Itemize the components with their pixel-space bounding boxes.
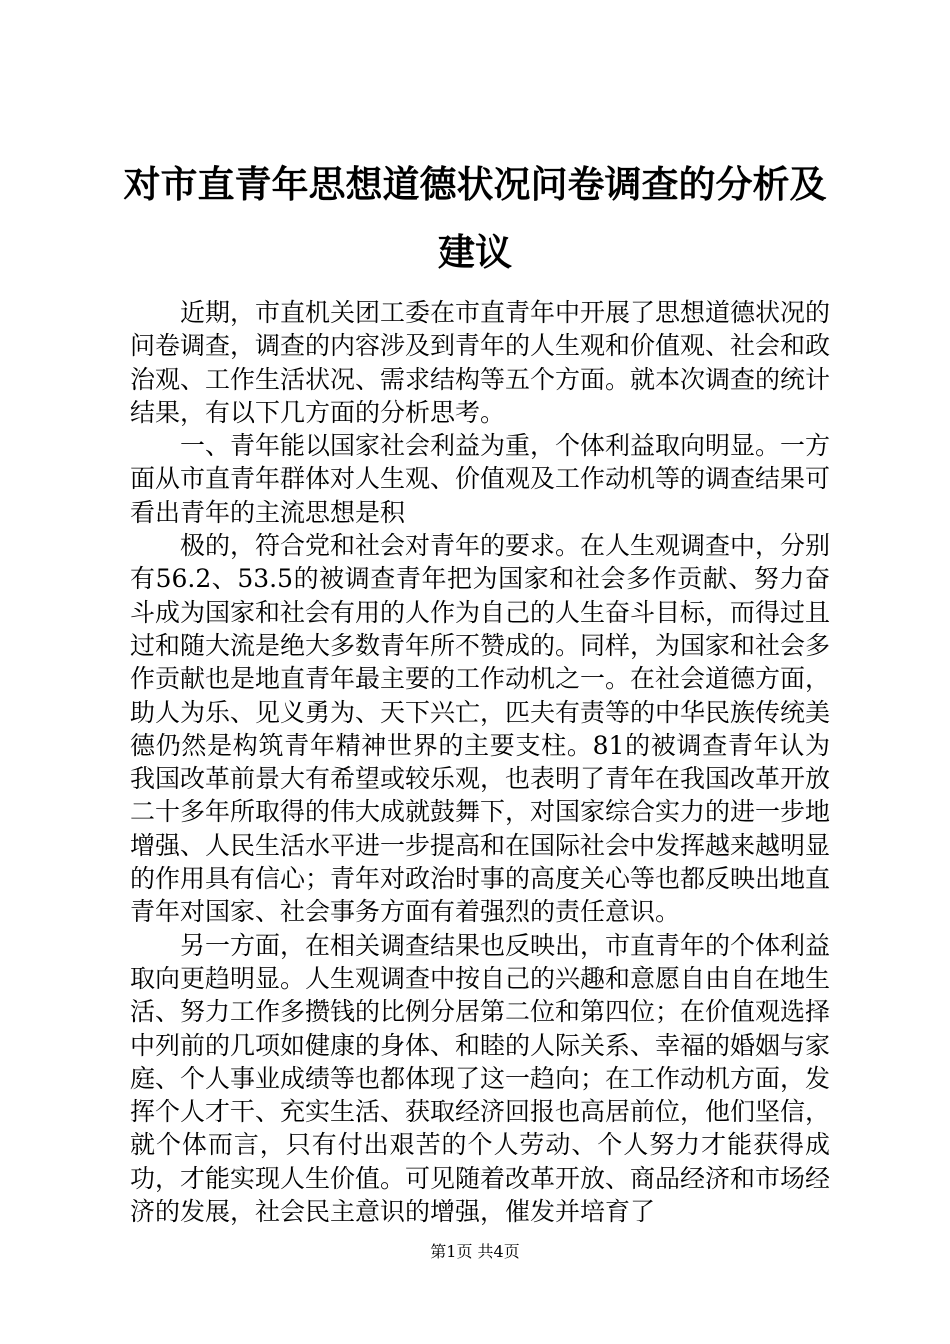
paragraph-individual-interest: 另一方面，在相关调查结果也反映出，市直青年的个体利益取向更趋明显。人生观调查中按自己的兴趣和意愿自由自在地生活、努力工作多攒钱的比例分居第二位和第四位；在价值观选择中列前的几项如健康的身体、和睦的人际关系、幸福的婚姻与家庭、个人事业成绩等也都体现了这一趋向；在工作动机方面，发挥个人才干、充实生活、获取经济回报也高居前位，他们坚信，就个体而言，只有付出艰苦的个人劳动、个人努力才能获得成功，才能实现人生价值。可见随着改革开放、商品经济和市场经济的发展，社会民主意识的增强，催发并培育了 bbox=[130, 930, 831, 1227]
page-footer: 第1页 共4页 bbox=[430, 1242, 520, 1261]
paragraph-positive-findings: 极的，符合党和社会对青年的要求。在人生观调查中，分别有56.2、53.5的被调查青年把为国家和社会多作贡献、努力奋斗成为国家和社会有用的人作为自己的人生奋斗目标，而得过且过和随大流是绝大多数青年所不赞成的。同样，为国家和社会多作贡献也是地直青年最主要的工作动机之一。在社会道德方面，助人为乐、见义勇为、天下兴亡，匹夫有责等的中华民族传统美德仍然是构筑青年精神世界的主要支柱。81的被调查青年认为我国改革前景大有希望或较乐观，也表明了青年在我国改革开放二十多年所取得的伟大成就鼓舞下，对国家综合实力的进一步地增强、人民生活水平进一步提高和在国际社会中发挥越来越明显的作用具有信心；青年对政治时事的高度关心等也都反映出地直青年对国家、社会事务方面有着强烈的责任意识。 bbox=[130, 531, 831, 927]
document-title: 对市直青年思想道德状况问卷调查的分析及建议 bbox=[123, 162, 827, 274]
paragraph-section-one: 一、青年能以国家社会利益为重，个体利益取向明显。一方面从市直青年群体对人生观、价值观及工作动机等的调查结果可看出青年的主流思想是积 bbox=[130, 431, 831, 527]
document-body bbox=[130, 296, 830, 1228]
paragraph-intro: 近期，市直机关团工委在市直青年中开展了思想道德状况的问卷调查，调查的内容涉及到青年的人生观和价值观、社会和政治观、工作生活状况、需求结构等五个方面。就本次调查的统计结果，有以下几方面的分析思考。 bbox=[130, 298, 831, 427]
